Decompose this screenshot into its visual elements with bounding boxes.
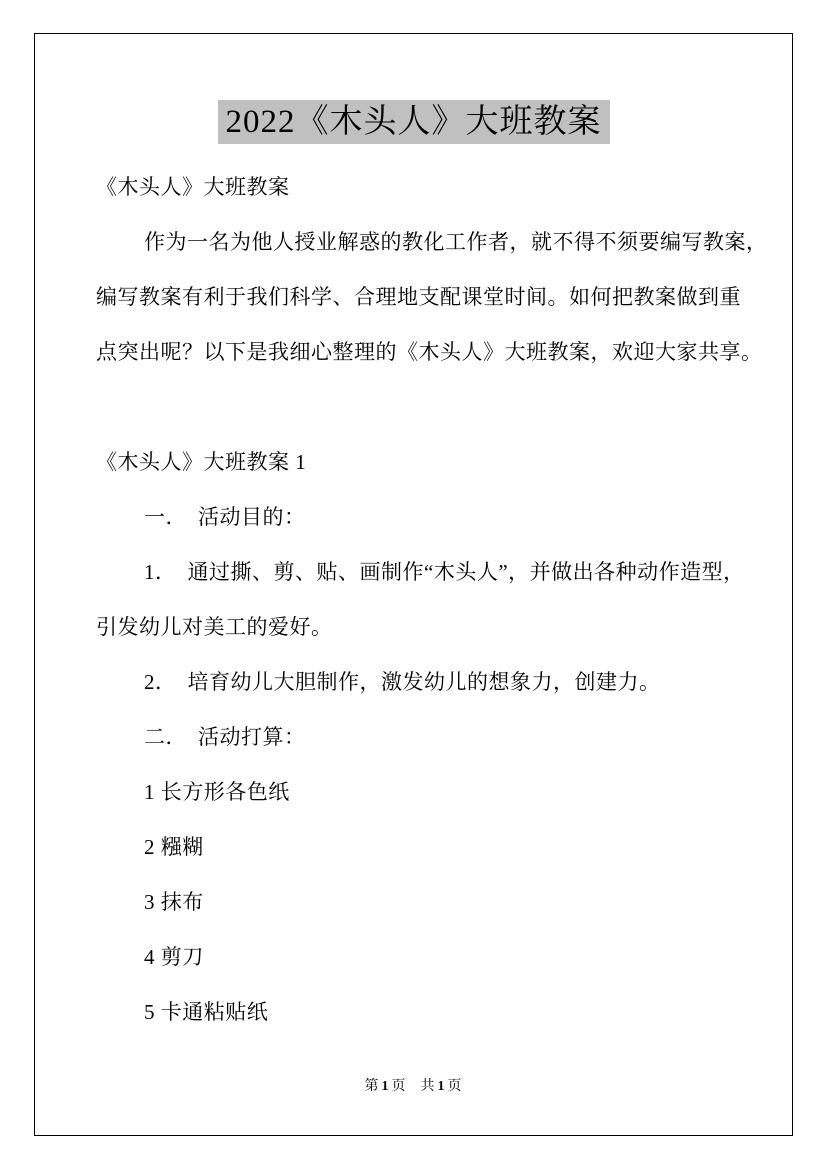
total-pages-label: 共 1 页: [420, 1079, 463, 1094]
text-line: 《木头人》大班教案 1: [96, 450, 307, 474]
text-line: 5 卡通粘贴纸: [144, 1000, 269, 1024]
text-line: 引发幼儿对美工的爱好。: [96, 615, 333, 639]
blank-line: [96, 380, 748, 435]
text-line: 二． 活动打算：: [144, 725, 306, 749]
text-line: 2． 培育幼儿大胆制作，激发幼儿的想象力，创建力。: [144, 670, 661, 694]
text-line: 3 抹布: [144, 890, 204, 914]
title-row: [35, 100, 792, 144]
text-line: 作为一名为他人授业解惑的教化工作者，就不得不须要编写教案，: [144, 230, 768, 254]
page-footer: [35, 1079, 792, 1095]
text-line: 4 剪刀: [144, 945, 204, 969]
document-title: 2022《木头人》大班教案: [218, 100, 610, 144]
text-line: 一． 活动目的：: [144, 505, 306, 529]
page-number-label: 第 1 页: [364, 1079, 407, 1094]
text-line: 1 长方形各色纸: [144, 780, 290, 804]
text-line: 1． 通过撕、剪、贴、画制作“木头人”，并做出各种动作造型，: [144, 560, 745, 584]
total-page-number: 1: [437, 1079, 446, 1094]
text-line: 编写教案有利于我们科学、合理地支配课堂时间。如何把教案做到重: [96, 285, 741, 309]
text-line: 点突出呢？以下是我细心整理的《木头人》大班教案，欢迎大家共享。: [96, 340, 763, 364]
document-body: [96, 160, 768, 1040]
text-line: 2 糨糊: [144, 835, 204, 859]
page-border-frame: [34, 33, 793, 1136]
text-line: 《木头人》大班教案: [96, 175, 290, 199]
current-page-number: 1: [381, 1079, 390, 1094]
